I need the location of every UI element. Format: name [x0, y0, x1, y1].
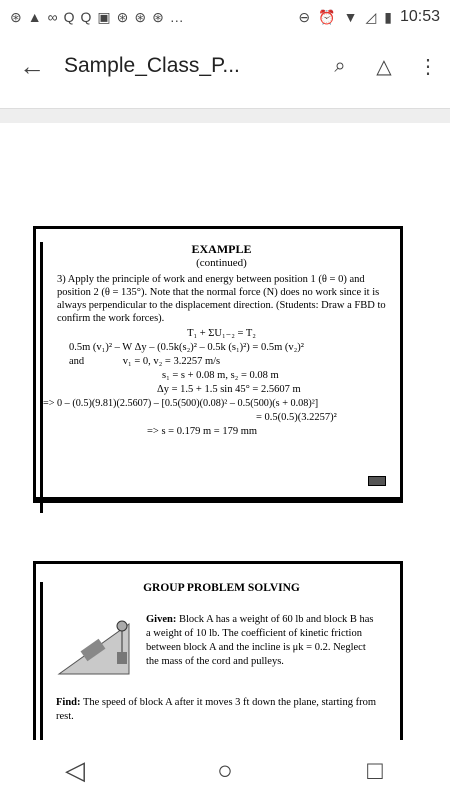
incline-diagram: [54, 612, 134, 682]
recents-nav-icon[interactable]: □: [367, 754, 383, 785]
more-options-icon[interactable]: ⋮: [418, 55, 438, 78]
status-bar: [0, 0, 450, 34]
slide-group-problem: [33, 561, 403, 740]
equation: = 0.5(0.5)(3.2257)²: [256, 412, 337, 423]
wifi-icon: ▼: [343, 9, 358, 25]
equation-label: and: [69, 356, 85, 367]
battery-icon: ▮: [384, 8, 392, 25]
back-arrow-icon[interactable]: ←: [19, 50, 45, 81]
search-app-icon: Q: [80, 9, 92, 25]
divider: [0, 108, 450, 124]
equation: Δy = 1.5 + 1.5 sin 45° = 2.5607 m: [157, 384, 301, 395]
given-text: Given: Block A has a weight of 60 lb and block B has a weight of 10 lb. The coefficient of kinetic friction between block A and the incline is μk = 0.2. Neglect the mass of the cord and pulleys.: [146, 614, 374, 667]
slide-nav-button[interactable]: [368, 476, 386, 486]
problem-text: 3) Apply the principle of work and energy between position 1 (θ = 0) and position 2 (θ = 135°). Note that the normal force (N) does no work since it is always perpendicular to the displacement direction. (Students: Draw a FBD to confirm the work forces).: [57, 274, 386, 324]
search-app-icon: Q: [63, 9, 75, 25]
find-text: Find: The speed of block A after it moves 3 ft down the plane, starting from rest.: [56, 697, 377, 722]
notification-icon: ⊛: [152, 8, 164, 25]
photos-icon: ▣: [97, 8, 111, 25]
drive-icon: ▲: [27, 9, 42, 25]
slide-example: [33, 226, 403, 503]
notification-icon: ⊛: [116, 8, 129, 25]
equation: s₁ = s + 0.08 m, s₂ = 0.08 m: [162, 370, 279, 381]
slide-heading: EXAMPLE: [191, 242, 252, 256]
document-title: Sample_Class_P...: [64, 54, 240, 77]
notification-icon: ⊛: [10, 8, 22, 25]
more-notifications-icon: …: [169, 9, 184, 25]
add-to-drive-icon[interactable]: △: [376, 55, 392, 78]
equation: => 0 – (0.5)(9.81)(2.5607) – [0.5(500)(0.08)² – 0.5(500)(s + 0.08)²]: [43, 398, 319, 409]
equation: v₁ = 0, v₂ = 3.2257 m/s: [122, 356, 221, 367]
slide-heading: GROUP PROBLEM SOLVING: [143, 582, 300, 594]
slide-subheading: (continued): [196, 257, 247, 269]
dnd-icon: ⊖: [298, 8, 311, 25]
system-nav-bar: [0, 740, 450, 800]
notification-icon: ⊛: [134, 8, 147, 25]
clock: 10:53: [399, 8, 440, 25]
alarm-icon: ⏰: [318, 8, 336, 25]
home-nav-icon[interactable]: ○: [217, 754, 233, 785]
equation: 0.5m (v₁)² – W Δy – (0.5k(s₂)² – 0.5k (s₁)²) = 0.5m (v₂)²: [69, 342, 304, 353]
voicemail-icon: ∞: [47, 9, 58, 25]
equation: => s = 0.179 m = 179 mm: [147, 426, 258, 437]
equation: T₁ + ΣU₁₋₂ = T₂: [187, 328, 256, 339]
signal-icon: ◿: [365, 8, 377, 25]
document-viewer[interactable]: [0, 123, 450, 740]
back-nav-icon[interactable]: ◁: [65, 754, 85, 785]
find-in-document-icon[interactable]: ⌕: [334, 54, 346, 77]
app-bar: [0, 34, 450, 98]
